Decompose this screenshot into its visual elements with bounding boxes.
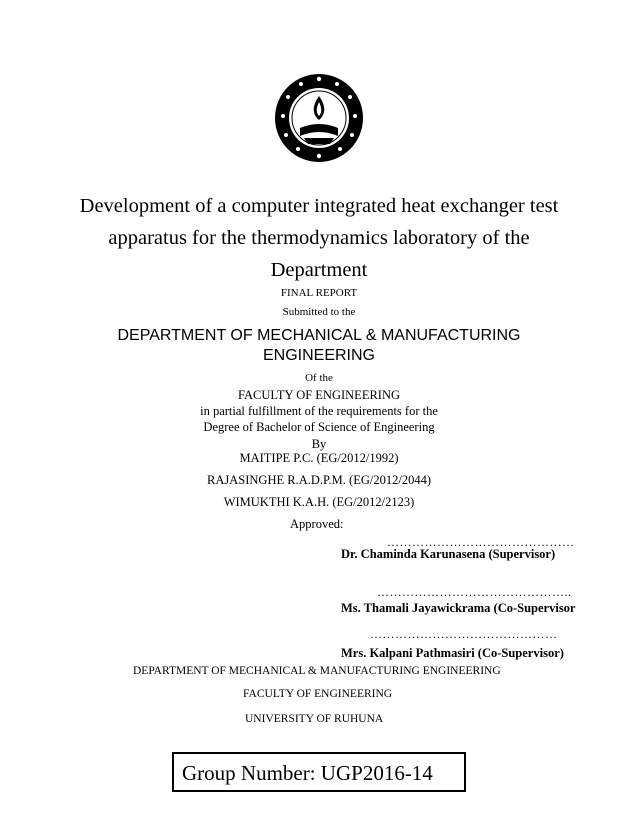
approved-label: Approved: <box>290 517 344 531</box>
co-supervisor-2-name: Mrs. Kalpani Pathmasiri (Co-Supervisor) <box>341 646 564 660</box>
of-the-label: Of the <box>305 372 333 384</box>
group-number: Group Number: UGP2016-14 <box>182 761 433 785</box>
supervisor-name: Dr. Chaminda Karunasena (Supervisor) <box>341 547 556 561</box>
signature-line-co-supervisor-2: ……………………………………… <box>370 627 558 641</box>
group-number-box <box>172 752 466 792</box>
footer-university: UNIVERSITY OF RUHUNA <box>245 713 384 725</box>
report-title: Development of a computer integrated heat exchanger test apparatus for the thermodynamics laboratory of the Department <box>79 195 559 281</box>
faculty-name: FACULTY OF ENGINEERING <box>237 388 401 402</box>
department-name-line2: ENGINEERING <box>262 347 375 364</box>
author-2: RAJASINGHE R.A.D.P.M. (EG/2012/2044) <box>207 473 431 487</box>
fulfillment-line2: Degree of Bachelor of Science of Engineering <box>203 420 435 434</box>
signature-line-co-supervisor-1: ……………………………………….. <box>377 585 572 599</box>
department-name-line1: DEPARTMENT OF MECHANICAL & MANUFACTURING <box>117 327 521 344</box>
co-supervisor-1-name: Ms. Thamali Jayawickrama (Co-Supervisor <box>341 601 576 615</box>
footer-department: DEPARTMENT OF MECHANICAL & MANUFACTURING ENGINEERING <box>133 665 501 677</box>
signature-line-supervisor: ……………………………………… <box>387 535 575 549</box>
fulfillment-line1: in partial fulfillment of the requirements for the <box>200 404 438 418</box>
author-3: WIMUKTHI K.A.H. (EG/2012/2123) <box>223 495 415 509</box>
footer-faculty: FACULTY OF ENGINEERING <box>243 688 393 700</box>
report-type: FINAL REPORT <box>280 287 358 299</box>
submitted-to: Submitted to the <box>282 306 356 318</box>
author-1: MAITIPE P.C. (EG/2012/1992) <box>239 451 399 465</box>
university-emblem-icon <box>274 70 364 166</box>
by-label: By <box>311 437 327 451</box>
